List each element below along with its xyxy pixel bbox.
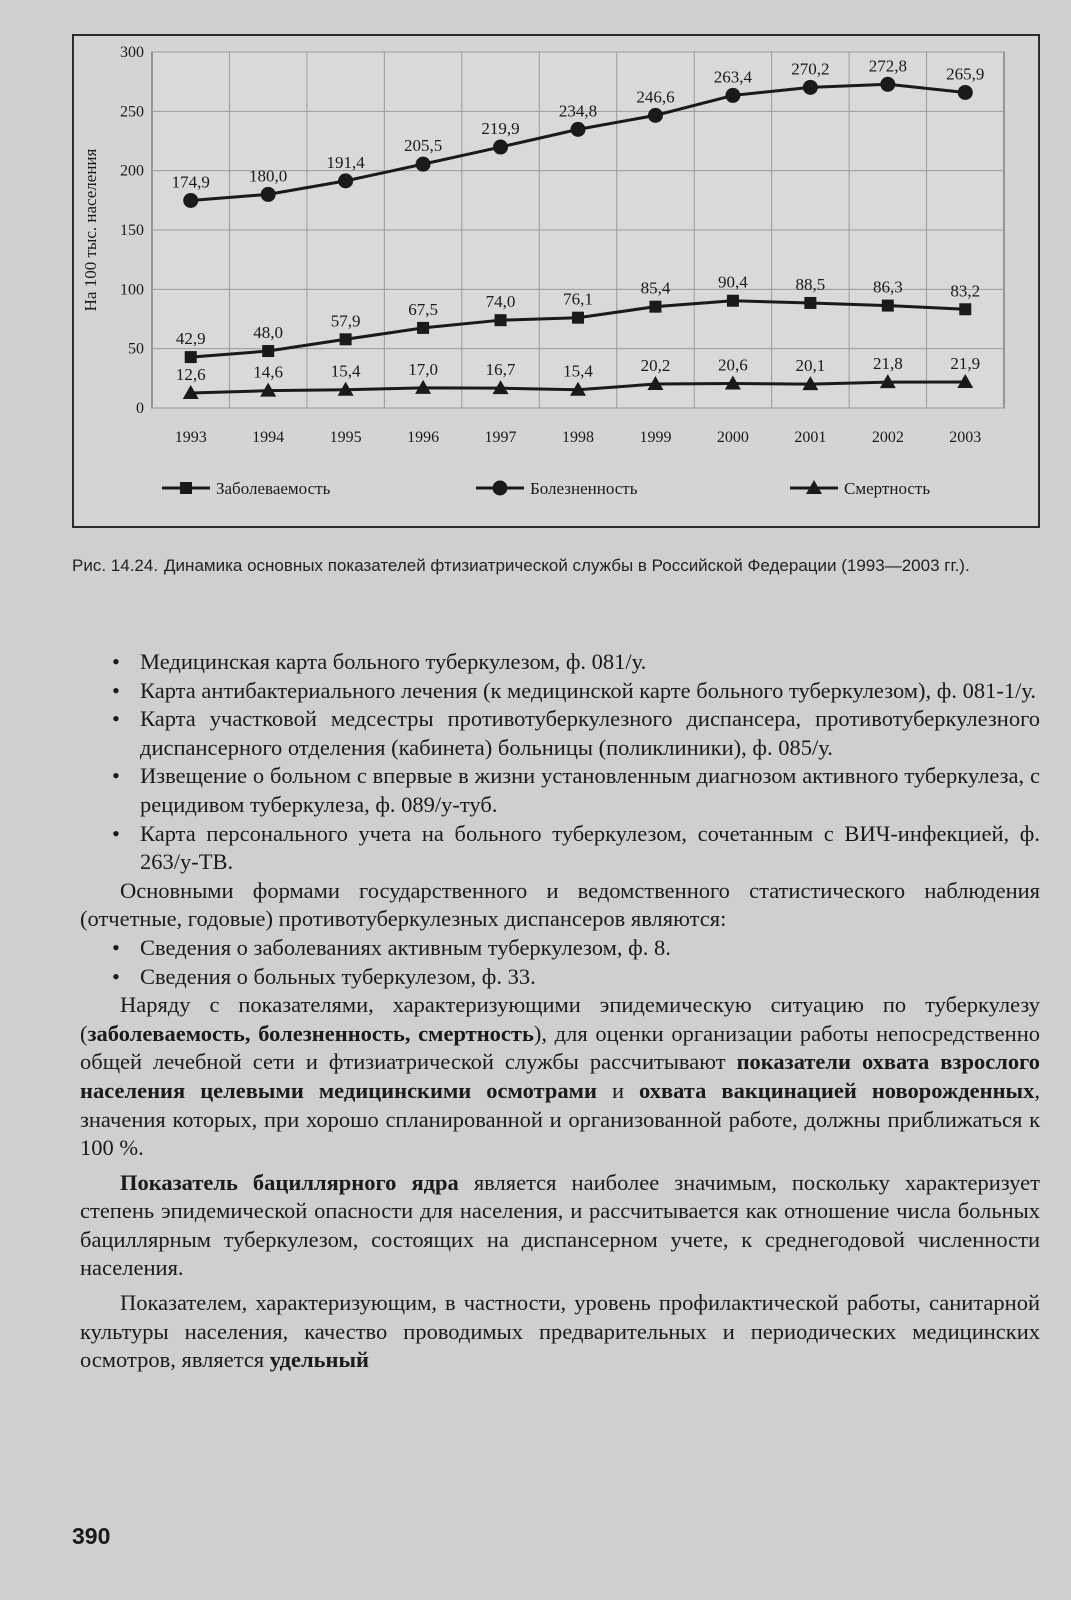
data-point	[958, 85, 973, 100]
x-tick-label: 1993	[174, 429, 207, 446]
page-number: 390	[72, 1523, 111, 1549]
data-label: 90,4	[718, 272, 748, 292]
bold-run: удельный	[269, 1347, 369, 1373]
y-tick-label: 200	[120, 162, 144, 180]
body-text	[80, 648, 1040, 1375]
data-point	[648, 108, 663, 123]
x-tick-label: 1999	[639, 429, 672, 446]
text-run: и	[596, 1077, 640, 1103]
data-label: 17,0	[408, 359, 438, 379]
report-form-list	[80, 934, 1040, 991]
list-item: • Карта антибактериального лечения (к медицинской карте больного туберкулезом), ф. 081-1/у.	[80, 677, 1040, 706]
data-label: 12,6	[175, 365, 206, 385]
data-point	[725, 88, 740, 103]
data-label: 76,1	[563, 289, 593, 309]
data-label: 174,9	[171, 172, 210, 192]
data-point	[261, 187, 276, 202]
data-point	[338, 173, 353, 188]
list-item: • Сведения о больных туберкулезом, ф. 33.	[80, 963, 1040, 992]
data-label: 21,9	[950, 354, 981, 374]
paragraph	[80, 1169, 1040, 1283]
y-tick-label: 100	[120, 281, 144, 299]
y-tick-label: 300	[120, 44, 144, 61]
figure-number: Рис. 14.24.	[72, 556, 159, 575]
data-point	[880, 77, 895, 92]
legend-label: Смертность	[844, 479, 931, 498]
data-label: 191,4	[326, 152, 365, 172]
data-label: 15,4	[563, 361, 593, 381]
text-run: Показателем, характеризующим, в частности, уровень профилактической работы, санитарной культуры населения, качество проводимых предварительных и периодических медицинских осмотров, является	[80, 1290, 1040, 1373]
bold-run: Показатель бациллярного ядра	[120, 1169, 459, 1195]
data-label: 86,3	[872, 277, 903, 297]
data-label: 42,9	[175, 329, 206, 349]
data-label: 48,0	[253, 323, 284, 343]
list-item: • Медицинская карта больного туберкулезом, ф. 081/у.	[80, 648, 1040, 677]
list-item: • Сведения о заболеваниях активным туберкулезом, ф. 8.	[80, 934, 1040, 963]
paragraph	[80, 1289, 1040, 1375]
x-tick-label: 2000	[716, 429, 749, 446]
data-point	[803, 80, 818, 95]
legend-label: Болезненность	[530, 479, 638, 498]
figure-frame	[72, 34, 1040, 528]
data-point	[649, 301, 661, 313]
paragraph	[80, 991, 1040, 1163]
data-label: 67,5	[408, 299, 438, 319]
x-tick-label: 1994	[252, 429, 285, 446]
x-tick-label: 1997	[484, 429, 517, 446]
data-label: 246,6	[636, 87, 675, 107]
data-label: 20,2	[640, 356, 671, 376]
y-axis-label: На 100 тыс. населения	[81, 148, 100, 312]
data-point	[493, 140, 508, 155]
data-label: 83,2	[950, 281, 981, 301]
data-point	[804, 297, 816, 309]
data-label: 57,9	[330, 311, 361, 331]
data-label: 272,8	[868, 56, 907, 76]
data-label: 88,5	[795, 274, 826, 294]
text-run: , значения которых, при хорошо спланированной и организованной работе, должны приближаться к 100 %.	[80, 1077, 1040, 1161]
data-label: 74,0	[485, 292, 516, 312]
x-tick-label: 1996	[407, 429, 440, 446]
x-tick-label: 1995	[329, 429, 362, 446]
data-point	[959, 303, 971, 315]
y-tick-label: 150	[120, 222, 144, 239]
text-run: ), для оценки организации работы непосредственно общей лечебной сети и фтизиатрической службы рассчитывают	[80, 1020, 1040, 1075]
data-label: 270,2	[791, 59, 830, 79]
data-point	[416, 157, 431, 172]
data-label: 16,7	[485, 360, 516, 380]
figure-caption	[72, 554, 1040, 577]
data-label: 219,9	[481, 119, 520, 139]
y-tick-label: 250	[120, 103, 144, 121]
data-label: 263,4	[713, 67, 753, 87]
data-label: 265,9	[946, 64, 985, 84]
data-label: 21,8	[872, 354, 903, 374]
text-run: Наряду с показателями, характеризующими эпидемическую ситуацию по туберкулезу (	[80, 992, 1040, 1046]
data-point	[340, 333, 352, 345]
bold-run: охвата вакцинацией новорожденных	[639, 1077, 1035, 1103]
bold-run: заболеваемость, болезненность, смертность	[87, 1020, 534, 1046]
data-point	[572, 312, 584, 324]
data-label: 205,5	[403, 136, 443, 156]
legend-marker	[180, 482, 192, 494]
data-label: 20,6	[718, 355, 748, 375]
figure-caption-text: Динамика основных показателей фтизиатрической службы в Российской Федерации (1993—2003 гг.).	[164, 556, 970, 575]
x-tick-label: 2002	[871, 429, 904, 446]
data-point	[882, 300, 894, 312]
data-point	[727, 295, 739, 307]
data-point	[262, 345, 274, 357]
y-tick-label: 0	[136, 400, 144, 417]
x-tick-label: 1998	[562, 429, 594, 446]
y-tick-label: 50	[128, 340, 144, 358]
form-list	[80, 648, 1040, 877]
text-run: является наиболее значимым, поскольку характеризует степень эпидемической опасности для населения, и рассчитывается как отношение числа больных бациллярным туберкулезом, состоящих на диспансерном учете, к среднегодовой численности населения.	[80, 1169, 1040, 1281]
line-chart	[74, 36, 1038, 526]
x-tick-label: 2001	[794, 429, 827, 446]
data-label: 85,4	[640, 278, 671, 298]
data-point	[495, 314, 507, 326]
legend-label: Заболеваемость	[216, 479, 331, 498]
list-item: • Карта персонального учета на больного туберкулезом, сочетанным с ВИЧ-инфекцией, ф. 263/у-ТВ.	[80, 820, 1040, 877]
data-point	[185, 351, 197, 363]
data-label: 180,0	[249, 166, 288, 186]
data-label: 14,6	[253, 362, 284, 382]
x-tick-label: 2003	[949, 429, 982, 446]
data-label: 234,8	[558, 101, 598, 121]
paragraph: Основными формами государственного и ведомственного статистического наблюдения (отчетные, годовые) противотуберкулезных диспансеров являются:	[80, 877, 1040, 932]
data-label: 15,4	[330, 361, 361, 381]
data-point	[417, 322, 429, 334]
data-point	[183, 193, 198, 208]
list-item: • Карта участковой медсестры противотуберкулезного диспансера, противотуберкулезного диспансерного отделения (кабинета) больницы (поликлиники), ф. 085/у.	[80, 705, 1040, 762]
bold-run: показатели охвата взрослого населения целевыми медицинскими осмотрами	[80, 1049, 1040, 1103]
data-label: 20,1	[795, 356, 826, 376]
legend-marker	[493, 481, 508, 496]
list-item: • Извещение о больном с впервые в жизни установленным диагнозом активного туберкулеза, с рецидивом туберкулеза, ф. 089/у-туб.	[80, 762, 1040, 819]
data-point	[571, 122, 586, 137]
